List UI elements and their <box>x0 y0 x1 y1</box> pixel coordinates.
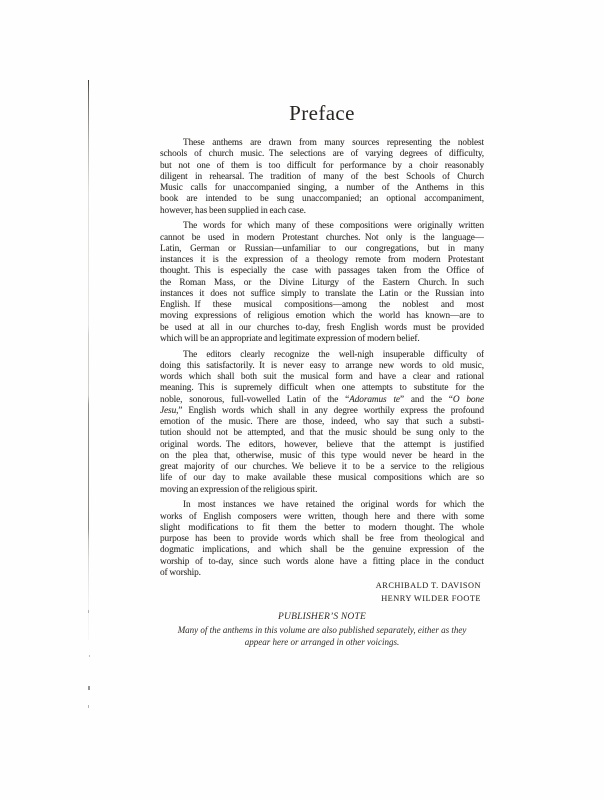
text-line: however, has been supplied in each case. <box>160 205 306 216</box>
text-line: book are intended to be sung unaccompanied; an optional accompaniment, <box>160 194 484 205</box>
text-line: moving an expression of the religious spirit. <box>160 484 318 495</box>
gutter-speck <box>88 705 89 708</box>
text-line: thought. This is especially the case with passages taken from the Office of <box>160 266 484 277</box>
text-line: purpose has been to provide words which shall be free from theological and <box>160 534 484 544</box>
signatures <box>160 580 484 605</box>
paragraph-3 <box>160 350 484 496</box>
text-line: of worship. <box>160 567 201 578</box>
text-line: slight modifications to fit them the better to modern thought. The whole <box>160 522 484 533</box>
text-line: the Roman Mass, or the Divine Liturgy of the Eastern Church. In such <box>160 277 484 288</box>
text-line: In most instances we have retained the original words for which the <box>183 500 484 511</box>
text-line: on the plea that, otherwise, music of this type would never be heard in the <box>160 450 484 461</box>
text-line: doing this satisfactorily. It is never easy to arrange new words to old music, <box>160 360 484 371</box>
book-gutter-line <box>88 80 89 640</box>
text-line: Music calls for unaccompanied singing, a number of the Anthems in this <box>160 183 484 193</box>
text-line: be used at all in our churches to-day, fresh English words must be provided <box>160 322 484 333</box>
text-line: These anthems are drawn from many sources representing the noblest <box>183 138 484 148</box>
note-text: Many of the anthems in this volume are also published separately, either as they <box>177 624 467 635</box>
text-line: instances it is the expression of a theology remote from modern Protestant <box>160 255 484 265</box>
publishers-note-line <box>160 624 484 637</box>
publishers-note <box>160 611 484 649</box>
text-line: cannot be used in modern Protestant churches. Not only is the language— <box>160 232 484 243</box>
text-line: but not one of them is too difficult for performance by a choir reasonably <box>160 160 484 171</box>
text-line: The words for which many of these compositions were originally written <box>183 221 484 232</box>
text-line: dogmatic implications, and which shall be the genuine expression of the <box>160 545 484 556</box>
text-line: tution should not be attempted, and that the music should be sung only to the <box>160 428 484 439</box>
publishers-note-heading: PUBLISHER’S NOTE <box>278 612 366 623</box>
text-line: which will be an appropriate and legitimate expression of modern belief. <box>160 333 420 344</box>
text-line: worship of to-day, since such words alone have a fitting place in the conduct <box>160 556 484 567</box>
gutter-speck <box>88 610 89 613</box>
signature-foote: HENRY WILDER FOOTE <box>381 593 481 603</box>
text-line: The editors clearly recognize the well-nigh insuperable difficulty of <box>183 349 484 360</box>
text-line: Jesu,” English words which shall in any degree worthily express the profound <box>160 405 484 416</box>
note-text: appear here or arranged in other voicings. <box>244 637 400 648</box>
text-line: meaning. This is supremely difficult when one attempts to substitute for the <box>160 383 484 394</box>
text-line: noble, sonorous, full-vowelled Latin of the “Adoramus te” and the “O bone <box>160 394 484 405</box>
paragraph-1 <box>160 138 484 217</box>
page-title: Preface <box>289 101 355 125</box>
gutter-speck <box>88 686 90 690</box>
text-line: moving expressions of religious emotion which the world has known—are to <box>160 311 484 322</box>
text-line: schools of church music. The selections are of varying degrees of difficulty, <box>160 149 484 160</box>
text-line: English. If these musical compositions—among the noblest and most <box>160 300 484 310</box>
text-line: Latin, German or Russian—unfamiliar to our congregations, but in many <box>160 243 484 254</box>
text-line: instances it does not suffice simply to translate the Latin or the Russian into <box>160 288 484 299</box>
gutter-speck <box>89 655 90 657</box>
publishers-note-line <box>160 636 484 649</box>
paragraph-4 <box>160 500 484 579</box>
signature-davison: ARCHIBALD T. DAVISON <box>375 581 481 590</box>
text-line: words which shall both suit the musical form and have a clear and rational <box>160 372 484 382</box>
text-line: life of our day to make available these musical compositions which are so <box>160 473 484 484</box>
paragraph-2 <box>160 221 484 345</box>
text-line: emotion of the music. There are those, indeed, who say that such a substi- <box>160 417 484 427</box>
text-line: original words. The editors, however, believe that the attempt is justified <box>160 439 484 450</box>
text-line: diligent in rehearsal. The tradition of many of the best Schools of Church <box>160 171 484 182</box>
text-line: great majority of our churches. We believe it to be a service to the religious <box>160 462 484 472</box>
preface-content <box>160 100 484 649</box>
text-line: works of English composers were written, though here and there with some <box>160 511 484 522</box>
